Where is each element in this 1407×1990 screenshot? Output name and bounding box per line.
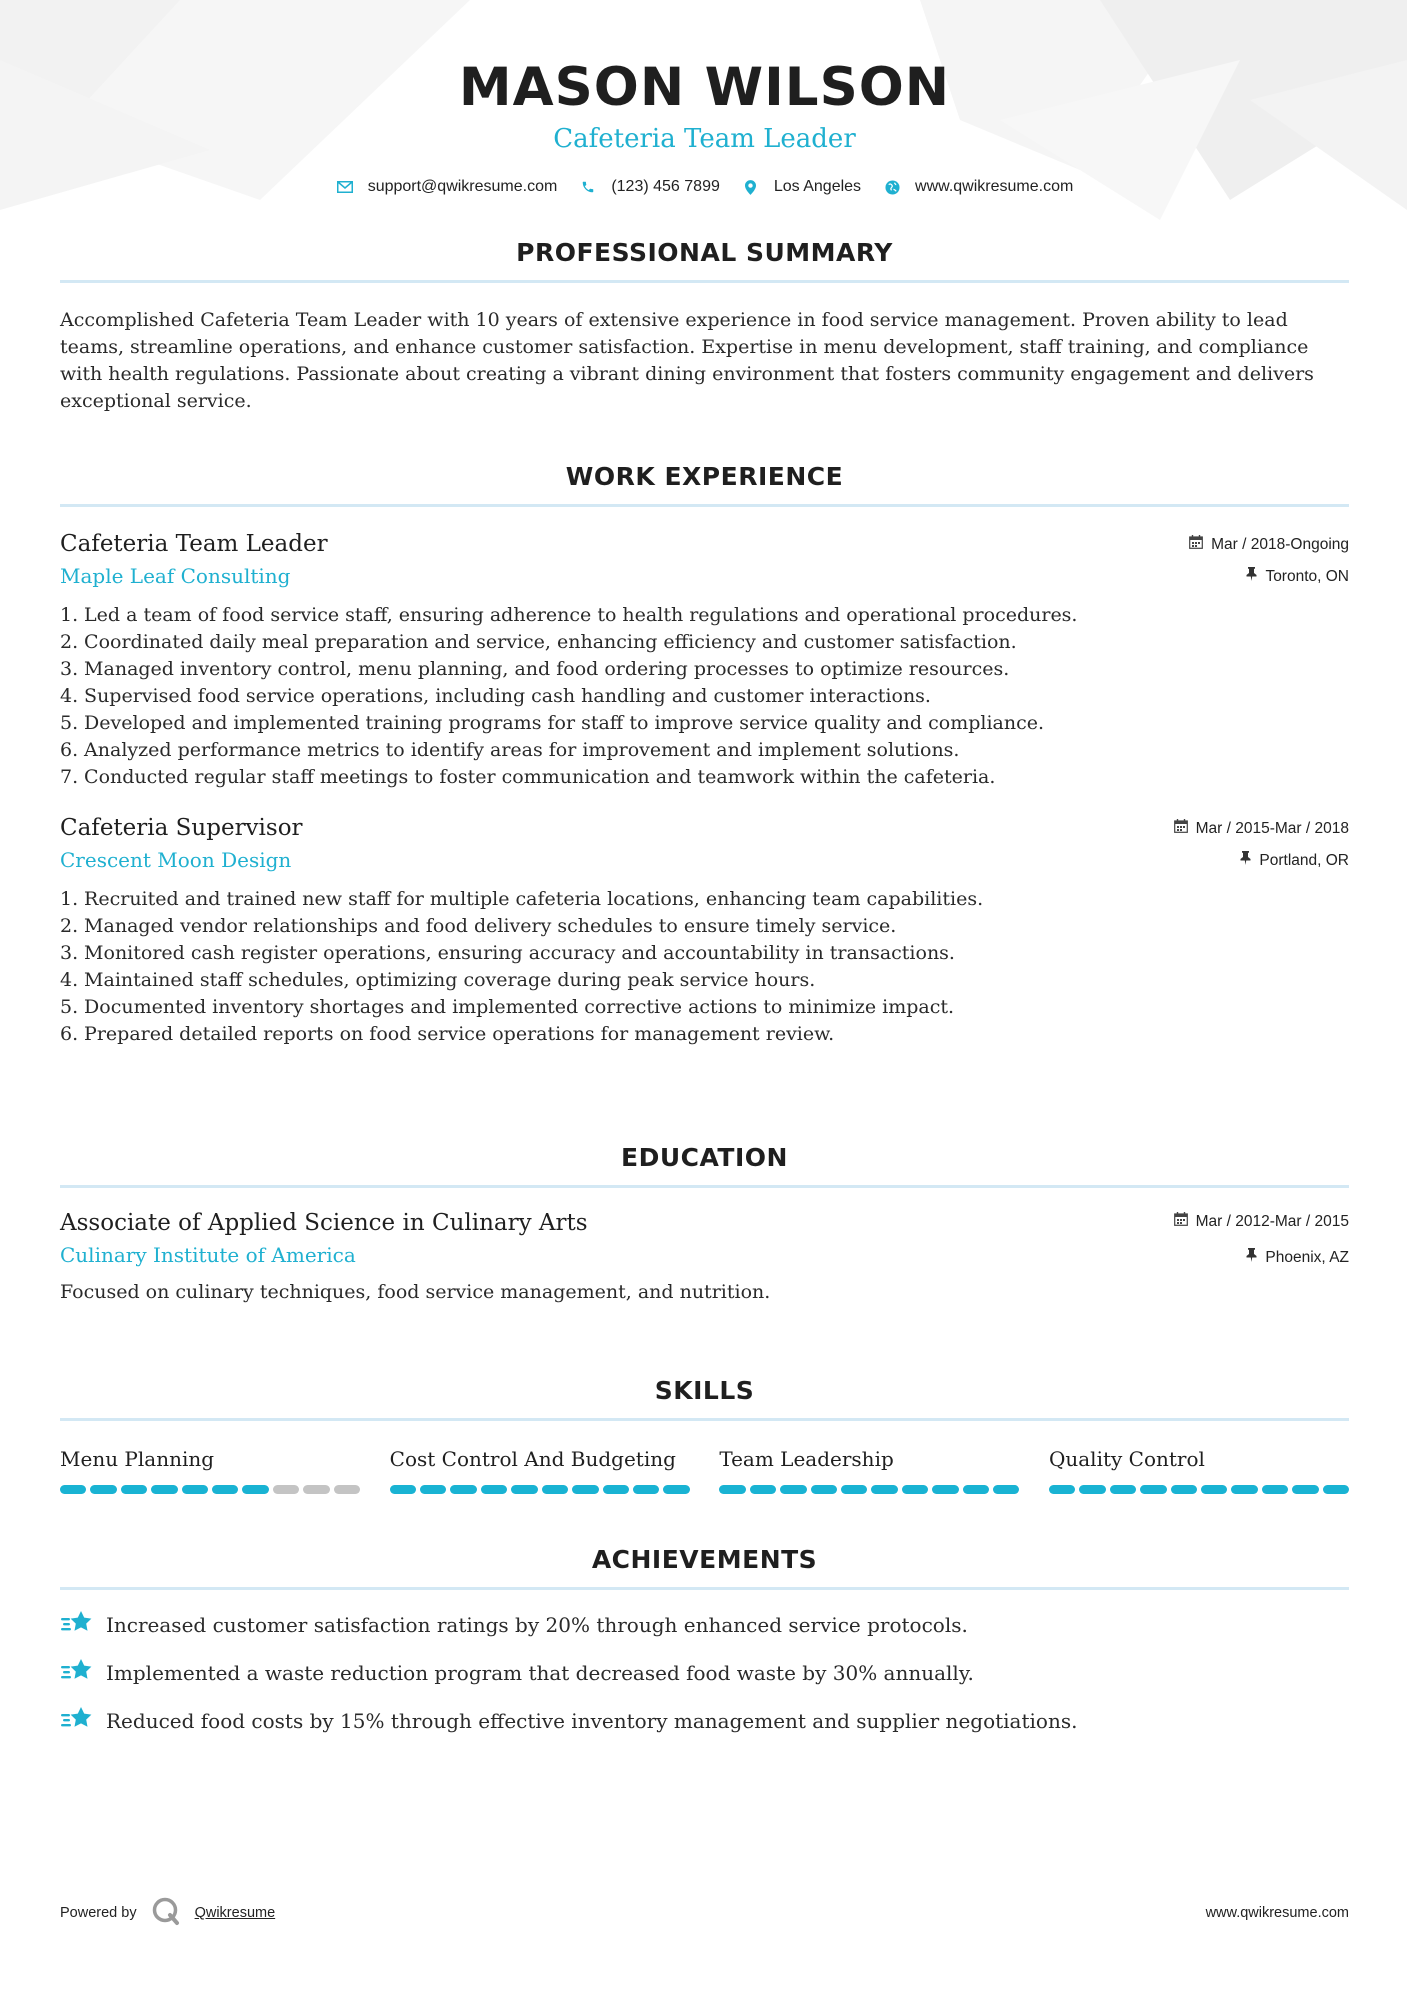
skill-segment-filled <box>1140 1485 1166 1494</box>
skill-segment-filled <box>1079 1485 1105 1494</box>
job-company: Crescent Moon Design <box>60 848 292 872</box>
job-location: Toronto, ON <box>1265 568 1349 585</box>
skill-segment-filled <box>511 1485 537 1494</box>
list-item: 4. Supervised food service operations, including cash handling and customer interactions. <box>60 685 931 707</box>
education-date: Mar / 2012-Mar / 2015 <box>1195 1213 1349 1230</box>
skill-item <box>719 1445 1019 1494</box>
website-text: www.qwikresume.com <box>915 178 1074 195</box>
list-item: 2. Coordinated daily meal preparation and service, enhancing efficiency and customer satisfaction. <box>60 631 1017 653</box>
globe-icon <box>883 178 901 196</box>
skill-item <box>1049 1445 1349 1494</box>
job-title: Cafeteria Supervisor <box>60 815 303 841</box>
skill-segment-filled <box>963 1485 989 1494</box>
skill-level-bar <box>719 1485 1019 1494</box>
star-icon <box>60 1658 94 1688</box>
skill-segment-filled <box>1049 1485 1075 1494</box>
skill-segment-filled <box>841 1485 867 1494</box>
candidate-title: Cafeteria Team Leader <box>553 124 856 154</box>
skill-segment-empty <box>303 1485 329 1494</box>
section-divider <box>60 280 1349 283</box>
education-description: Focused on culinary techniques, food service management, and nutrition. <box>60 1281 771 1303</box>
job-entry <box>60 529 1349 791</box>
skill-name: Team Leadership <box>719 1447 894 1471</box>
skill-segment-filled <box>1110 1485 1136 1494</box>
list-item: 1. Led a team of food service staff, ensuring adherence to health regulations and operational procedures. <box>60 604 1078 626</box>
skill-segment-filled <box>750 1485 776 1494</box>
section-title-skills: SKILLS <box>654 1376 755 1405</box>
section-title-summary: PROFESSIONAL SUMMARY <box>516 238 893 267</box>
achievement-text: Increased customer satisfaction ratings by 20% through enhanced service protocols. <box>106 1612 968 1637</box>
skill-item <box>60 1445 360 1494</box>
resume-header <box>60 0 1349 196</box>
skill-segment-filled <box>450 1485 476 1494</box>
contact-phone[interactable] <box>579 178 720 196</box>
skill-segment-filled <box>811 1485 837 1494</box>
contact-bar <box>60 178 1349 196</box>
job-entry <box>60 813 1349 1048</box>
achievement-item <box>60 1706 1349 1736</box>
location-text: Los Angeles <box>773 178 862 195</box>
skill-segment-filled <box>871 1485 897 1494</box>
calendar-icon <box>1189 535 1203 555</box>
job-bullets <box>60 602 1349 791</box>
achievement-item <box>60 1610 1349 1640</box>
powered-by <box>60 1896 275 1930</box>
list-item: 7. Conducted regular staff meetings to foster communication and teamwork within the cafeteria. <box>60 766 996 788</box>
skill-segment-filled <box>663 1485 689 1494</box>
skills-section <box>60 1376 1349 1494</box>
map-marker-icon <box>742 178 760 196</box>
job-location: Portland, OR <box>1259 852 1349 869</box>
list-item: 3. Managed inventory control, menu planning, and food ordering processes to optimize resources. <box>60 658 1010 680</box>
pin-icon <box>1240 851 1251 871</box>
pin-icon <box>1246 1248 1257 1268</box>
skill-segment-filled <box>902 1485 928 1494</box>
job-date: Mar / 2015-Mar / 2018 <box>1195 820 1349 837</box>
email-text: support@qwikresume.com <box>367 178 558 195</box>
resume-page <box>60 0 1349 1733</box>
education-section <box>60 1143 1349 1306</box>
pin-icon <box>1246 567 1257 587</box>
skill-segment-filled <box>212 1485 238 1494</box>
skill-level-bar <box>60 1485 360 1494</box>
skill-segment-filled <box>603 1485 629 1494</box>
brand-link[interactable]: Qwikresume <box>194 1905 276 1921</box>
skill-segment-empty <box>273 1485 299 1494</box>
section-divider <box>60 1587 1349 1590</box>
job-meta <box>1174 813 1349 871</box>
skill-segment-filled <box>993 1485 1019 1494</box>
achievement-item <box>60 1658 1349 1688</box>
job-date: Mar / 2018-Ongoing <box>1211 536 1349 553</box>
list-item: 2. Managed vendor relationships and food delivery schedules to ensure timely service. <box>60 915 897 937</box>
contact-email[interactable] <box>336 178 558 196</box>
skill-segment-filled <box>572 1485 598 1494</box>
skill-segment-filled <box>780 1485 806 1494</box>
phone-text: (123) 456 7899 <box>611 178 720 195</box>
skill-segment-filled <box>390 1485 416 1494</box>
education-meta <box>1174 1208 1349 1268</box>
education-location: Phoenix, AZ <box>1265 1249 1349 1266</box>
skill-level-bar <box>1049 1485 1349 1494</box>
skill-name: Quality Control <box>1048 1447 1205 1471</box>
education-entry <box>60 1208 1349 1306</box>
school-name: Culinary Institute of America <box>60 1243 356 1267</box>
skill-segment-filled <box>633 1485 659 1494</box>
powered-by-label: Powered by <box>60 1905 137 1921</box>
section-divider <box>60 504 1349 507</box>
degree-title: Associate of Applied Science in Culinary Arts <box>60 1210 588 1236</box>
skill-segment-filled <box>420 1485 446 1494</box>
list-item: 3. Monitored cash register operations, ensuring accuracy and accountability in transactions. <box>60 942 955 964</box>
list-item: 6. Prepared detailed reports on food service operations for management review. <box>60 1023 835 1045</box>
skill-segment-filled <box>242 1485 268 1494</box>
skill-segment-filled <box>1262 1485 1288 1494</box>
summary-section <box>60 238 1349 415</box>
section-title-education: EDUCATION <box>621 1143 788 1172</box>
star-icon <box>60 1610 94 1640</box>
phone-icon <box>579 178 597 196</box>
section-divider <box>60 1418 1349 1421</box>
skill-segment-filled <box>719 1485 745 1494</box>
achievements-section <box>60 1545 1349 1736</box>
contact-location <box>742 178 861 196</box>
list-item: 5. Developed and implemented training programs for staff to improve service quality and compliance. <box>60 712 1045 734</box>
envelope-icon <box>336 178 354 196</box>
list-item: 5. Documented inventory shortages and implemented corrective actions to minimize impact. <box>60 996 955 1018</box>
footer-website[interactable]: www.qwikresume.com <box>1205 1905 1349 1921</box>
skills-list <box>60 1445 1349 1494</box>
section-divider <box>60 1185 1349 1188</box>
candidate-name: MASON WILSON <box>458 57 951 118</box>
section-title-experience: WORK EXPERIENCE <box>565 462 844 491</box>
star-icon <box>60 1706 94 1736</box>
list-item: 4. Maintained staff schedules, optimizing coverage during peak service hours. <box>60 969 816 991</box>
calendar-icon <box>1174 819 1188 839</box>
skill-segment-filled <box>151 1485 177 1494</box>
achievement-text: Reduced food costs by 15% through effective inventory management and supplier negotiations. <box>106 1708 1078 1733</box>
page-footer <box>60 1896 1349 1930</box>
skill-segment-filled <box>1231 1485 1257 1494</box>
achievement-text: Implemented a waste reduction program that decreased food waste by 30% annually. <box>106 1660 974 1685</box>
skill-segment-filled <box>481 1485 507 1494</box>
skill-level-bar <box>390 1485 690 1494</box>
skill-segment-filled <box>1323 1485 1349 1494</box>
skill-segment-filled <box>60 1485 86 1494</box>
skill-segment-filled <box>90 1485 116 1494</box>
section-title-achievements: ACHIEVEMENTS <box>591 1545 818 1574</box>
list-item: 1. Recruited and trained new staff for multiple cafeteria locations, enhancing team capabilities. <box>60 888 984 910</box>
skill-segment-filled <box>1292 1485 1318 1494</box>
skill-segment-filled <box>1201 1485 1227 1494</box>
job-title: Cafeteria Team Leader <box>60 531 328 557</box>
skill-segment-empty <box>334 1485 360 1494</box>
experience-section <box>60 462 1349 1048</box>
qwikresume-logo-icon <box>151 1896 181 1930</box>
skill-name: Menu Planning <box>60 1447 215 1471</box>
skill-name: Cost Control And Budgeting <box>389 1447 676 1471</box>
skill-segment-filled <box>932 1485 958 1494</box>
skill-segment-filled <box>121 1485 147 1494</box>
skill-segment-filled <box>182 1485 208 1494</box>
contact-website[interactable] <box>883 178 1073 196</box>
job-bullets <box>60 886 1349 1048</box>
skill-item <box>390 1445 690 1494</box>
calendar-icon <box>1174 1212 1188 1232</box>
list-item: 6. Analyzed performance metrics to identify areas for improvement and implement solutions. <box>60 739 960 761</box>
skill-segment-filled <box>1171 1485 1197 1494</box>
job-company: Maple Leaf Consulting <box>60 564 291 588</box>
skill-segment-filled <box>542 1485 568 1494</box>
summary-text: Accomplished Cafeteria Team Leader with 10 years of extensive experience in food service management. Proven ability to lead teams, streamline operations, and enhance customer satisfaction. Expertise in menu development, staff training, and compliance with health regulations. Passionate about creating a vibrant dining environment that fosters community engagement and delivers exceptional service. <box>60 309 1314 412</box>
job-meta <box>1189 529 1349 587</box>
